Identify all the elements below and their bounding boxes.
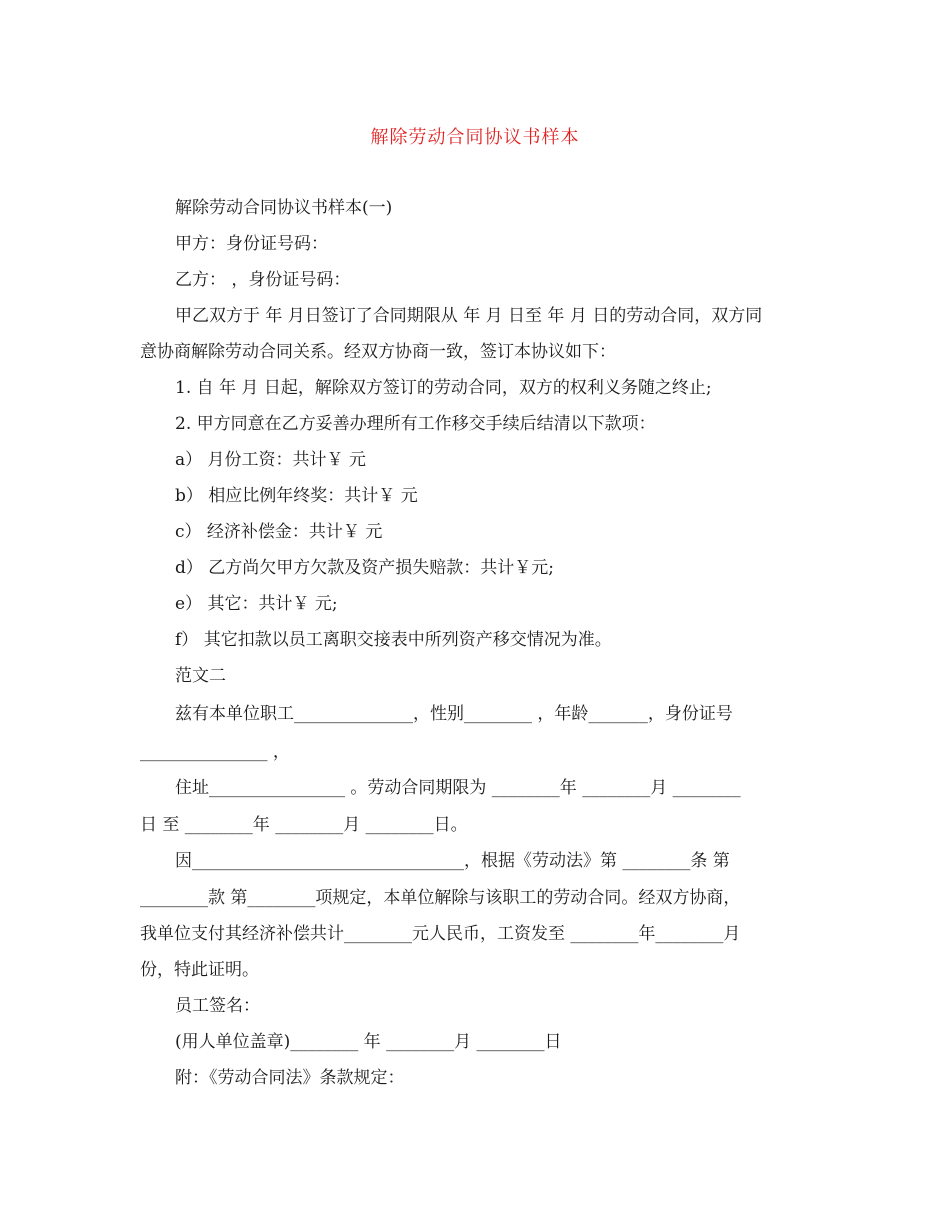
item-e: e） 其它：共计￥ 元; [175, 594, 338, 614]
form-line: 我单位支付其经济补偿共计________元人民币，工资发至 ________年________月 [140, 924, 741, 944]
item-c: c） 经济补偿金：共计￥ 元 [175, 522, 383, 542]
form-line: 因________________________________，根据《劳动法》第 ________条 第 [175, 851, 730, 871]
item-f: f） 其它扣款以员工离职交接表中所列资产移交情况为准。 [175, 630, 612, 650]
document-title: 解除劳动合同协议书样本 [370, 127, 580, 148]
item-b: b） 相应比例年终奖：共计￥ 元 [175, 486, 418, 506]
section-heading-1: 解除劳动合同协议书样本(一) [175, 198, 393, 218]
clause-2: 2. 甲方同意在乙方妥善办理所有工作移交手续后结清以下款项： [175, 414, 656, 434]
form-line: ________款 第________项规定，本单位解除与该职工的劳动合同。经双方协商， [140, 888, 741, 908]
form-line: _______________ ， [140, 742, 290, 762]
item-a: a） 月份工资：共计￥ 元 [175, 450, 366, 470]
party-b-line: 乙方： ，身份证号码： [175, 270, 351, 290]
form-line: 兹有本单位职工______________，性别________ ，年龄_______，身份证号 [175, 704, 733, 724]
item-d: d） 乙方尚欠甲方欠款及资产损失赔款：共计￥元; [175, 558, 555, 578]
clause-1: 1. 自 年 月 日起，解除双方签订的劳动合同，双方的权利义务随之终止; [175, 378, 712, 398]
paragraph-line: 甲乙双方于 年 月日签订了合同期限从 年 月 日至 年 月 日的劳动合同，双方同 [175, 306, 763, 326]
appendix-line: 附：《劳动合同法》条款规定： [175, 1068, 405, 1088]
employer-seal-line: (用人单位盖章)________ 年 ________月 ________日 [175, 1032, 562, 1052]
paragraph-line: 意协商解除劳动合同关系。经双方协商一致，签订本协议如下： [140, 342, 616, 362]
party-a-line: 甲方：身份证号码： [175, 234, 328, 254]
form-line: 份，特此证明。 [140, 960, 259, 980]
section-heading-2: 范文二 [175, 666, 226, 686]
form-line: 日 至 ________年 ________月 ________日。 [140, 815, 468, 835]
form-line: 住址________________ 。劳动合同期限为 ________年 ________月 ________ [175, 778, 741, 798]
employee-signature-line: 员工签名： [175, 996, 260, 1016]
